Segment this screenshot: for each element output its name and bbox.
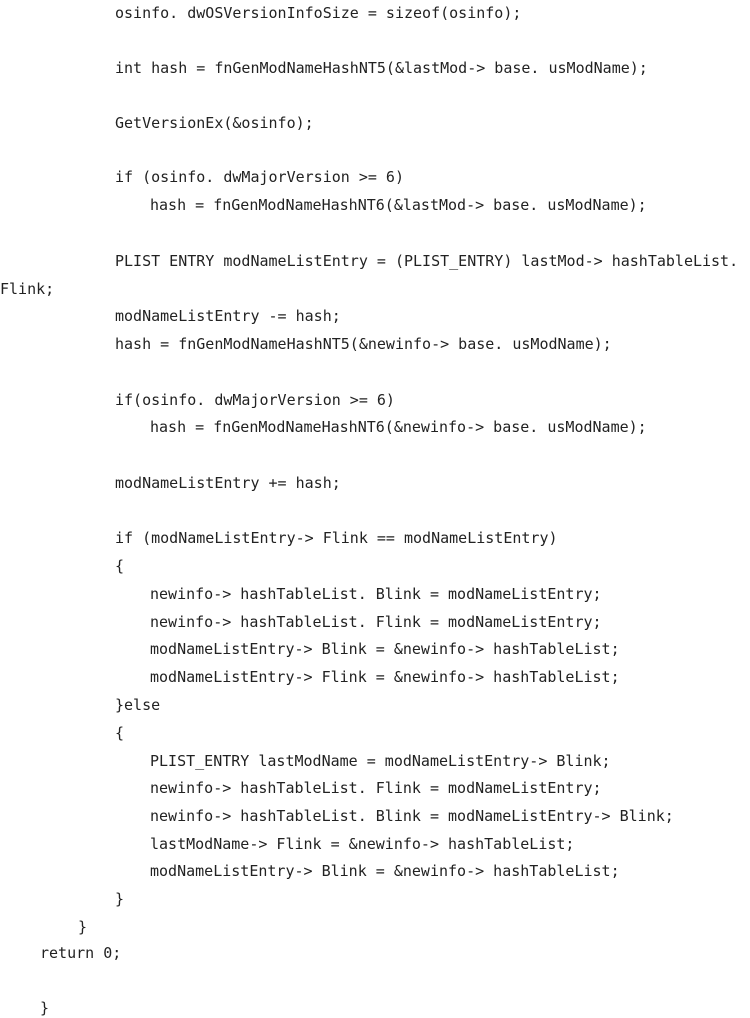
code-line: newinfo-> hashTableList. Blink = modNameListEntry; [150, 585, 602, 603]
code-line: PLIST ENTRY modNameListEntry = (PLIST_ENTRY) lastMod-> hashTableList. [115, 252, 739, 270]
code-line: hash = fnGenModNameHashNT6(&newinfo-> base. usModName); [150, 418, 647, 436]
code-line: if (osinfo. dwMajorVersion >= 6) [115, 168, 404, 186]
code-line: int hash = fnGenModNameHashNT5(&lastMod-> base. usModName); [115, 59, 648, 77]
code-line: modNameListEntry += hash; [115, 474, 341, 492]
code-line: lastModName-> Flink = &newinfo-> hashTableList; [150, 835, 575, 853]
code-line: GetVersionEx(&osinfo); [115, 114, 314, 132]
code-line: newinfo-> hashTableList. Blink = modNameListEntry-> Blink; [150, 807, 674, 825]
code-line: if(osinfo. dwMajorVersion >= 6) [115, 391, 395, 409]
code-line: hash = fnGenModNameHashNT6(&lastMod-> base. usModName); [150, 196, 647, 214]
code-line: modNameListEntry -= hash; [115, 307, 341, 325]
code-line: modNameListEntry-> Flink = &newinfo-> hashTableList; [150, 668, 620, 686]
code-line: osinfo. dwOSVersionInfoSize = sizeof(osinfo); [115, 4, 522, 22]
code-line: }else [115, 696, 161, 714]
code-line: { [115, 557, 125, 575]
code-line: } [115, 890, 125, 908]
code-line: { [115, 724, 125, 742]
code-line: hash = fnGenModNameHashNT5(&newinfo-> base. usModName); [115, 335, 612, 353]
code-line: modNameListEntry-> Blink = &newinfo-> hashTableList; [150, 862, 620, 880]
code-line: modNameListEntry-> Blink = &newinfo-> hashTableList; [150, 640, 620, 658]
code-line: return 0; [40, 944, 122, 962]
code-line: PLIST_ENTRY lastModName = modNameListEntry-> Blink; [150, 752, 611, 770]
code-line: if (modNameListEntry-> Flink == modNameListEntry) [115, 529, 558, 547]
code-line: newinfo-> hashTableList. Flink = modNameListEntry; [150, 613, 602, 631]
code-line: } [40, 999, 50, 1017]
code-line: Flink; [0, 280, 55, 298]
code-line: } [78, 918, 88, 936]
code-line: newinfo-> hashTableList. Flink = modNameListEntry; [150, 779, 602, 797]
